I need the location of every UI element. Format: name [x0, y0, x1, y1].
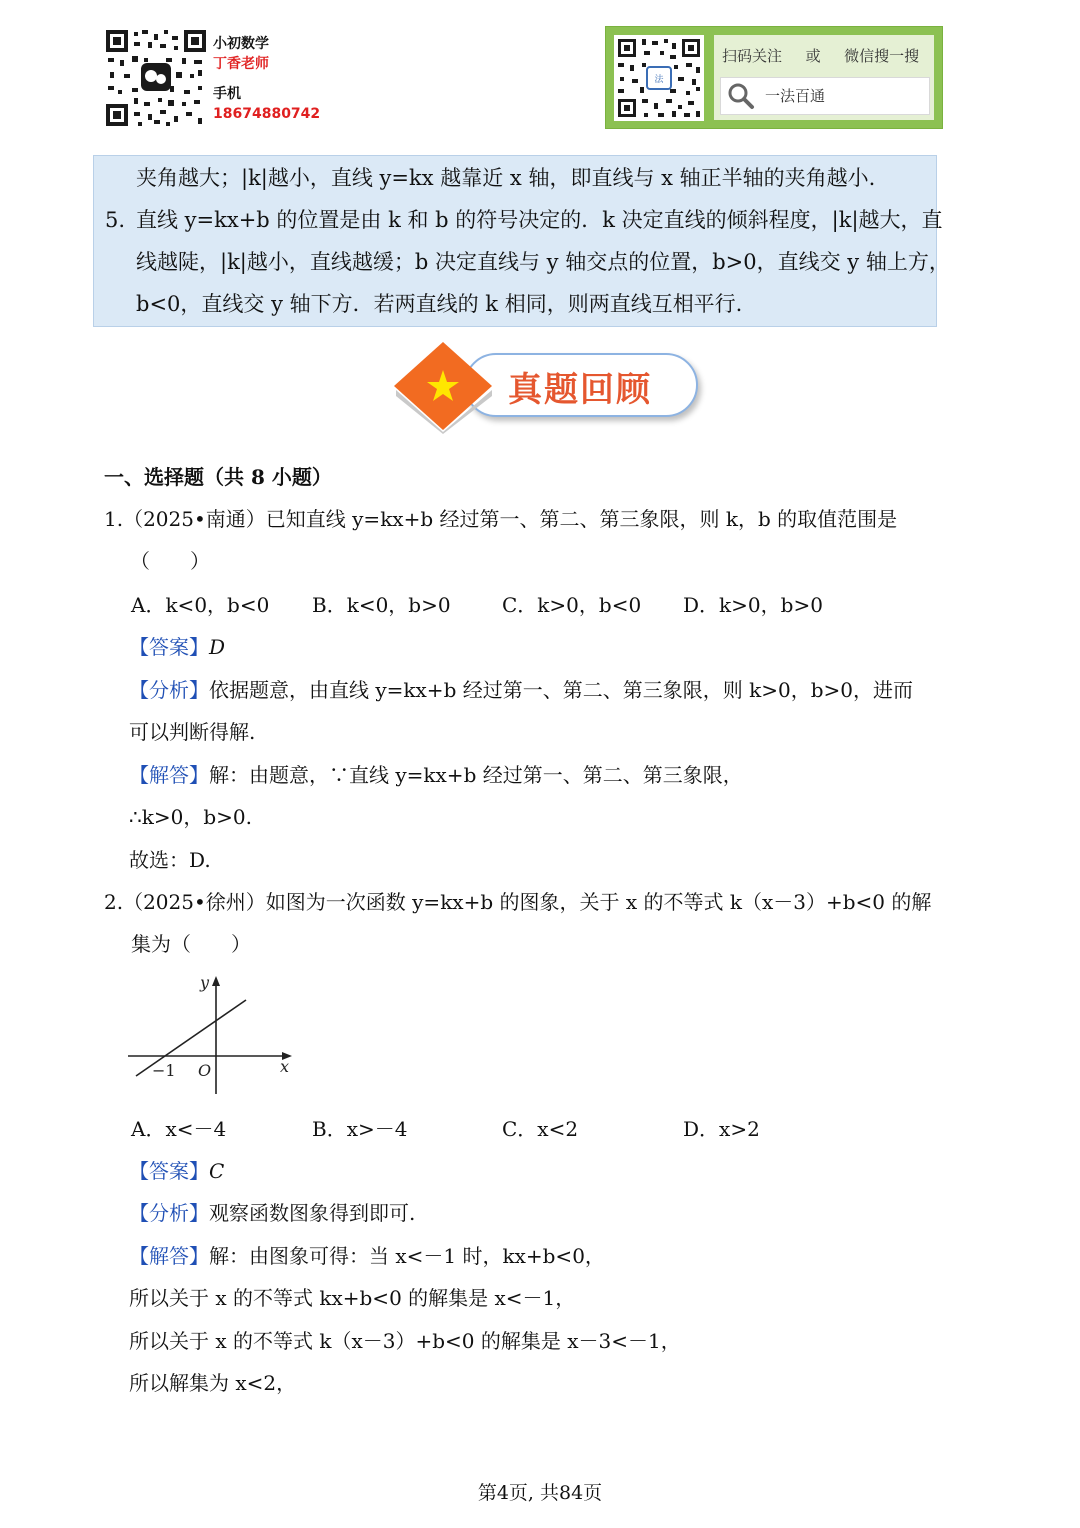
x-axis-label: x — [280, 1057, 290, 1076]
q1-option-a: A．k<0，b<0 — [131, 593, 270, 617]
q1-answer: D — [209, 635, 226, 659]
q1-solution-line1: 解：由题意，∵直线 y=kx+b 经过第一、第二、第三象限， — [209, 763, 743, 787]
q1-analysis-line1: 依据题意，由直线 y=kx+b 经过第一、第二、第三象限，则 k>0，b>0，进而 — [209, 678, 913, 702]
q1-analysis-line2: 可以判断得解. — [129, 720, 256, 744]
q1-solution-tag: 【解答】 — [129, 763, 209, 787]
wechat-hint-row — [722, 45, 919, 66]
q1-stem-line2: （ ） — [130, 549, 210, 573]
knowledge-line-3: 线越陡，|k|越小，直线越缓；b 决定直线与 y 轴交点的位置，b>0，直线交 y 轴上方， — [136, 250, 950, 274]
knowledge-line-1: 夹角越大；|k|越小，直线 y=kx 越靠近 x 轴，即直线与 x 轴正半轴的夹角越小. — [136, 166, 876, 190]
q1-answer-row — [129, 626, 225, 668]
q1-analysis-row — [129, 669, 913, 711]
q2-stem-line1: 2.（2025•徐州）如图为一次函数 y=kx+b 的图象，关于 x 的不等式 k（x－3）+b<0 的解 — [104, 890, 932, 914]
qr-code-right — [614, 35, 704, 121]
origin-label: O — [198, 1061, 212, 1080]
y-axis-arrow — [212, 976, 220, 986]
or-text: 或 — [805, 47, 821, 65]
knowledge-line-2: 直线 y=kx+b 的位置是由 k 和 b 的符号决定的．k 决定直线的倾斜程度，|k|越大，直 — [136, 208, 943, 232]
q2-answer-tag: 【答案】 — [129, 1159, 209, 1183]
knowledge-line-4: b<0，直线交 y 轴下方．若两直线的 k 相同，则两直线互相平行. — [136, 292, 743, 316]
q2-solution-line4: 所以解集为 x<2， — [129, 1371, 297, 1395]
y-axis-label: y — [200, 973, 210, 992]
q1-option-c: C．k>0，b<0 — [502, 593, 642, 617]
q1-solution-line2: ∴k>0，b>0. — [129, 805, 252, 829]
q2-solution-line1: 解：由图象可得：当 x<－1 时，kx+b<0， — [209, 1244, 605, 1268]
contact-line-teacher: 丁香老师 — [213, 56, 269, 72]
q1-option-d: D．k>0，b>0 — [683, 593, 823, 617]
q2-option-c: C．x<2 — [502, 1117, 579, 1141]
q1-stem-line1: 1.（2025•南通）已知直线 y=kx+b 经过第一、第二、第三象限，则 k，b 的取值范围是 — [104, 507, 898, 531]
tick-label-minus-one: −1 — [152, 1061, 176, 1080]
q2-solution-tag: 【解答】 — [129, 1244, 209, 1268]
q2-option-a: A．x<－4 — [131, 1117, 227, 1141]
page-number: 第4页, 共84页 — [477, 1482, 603, 1504]
q2-answer-row — [129, 1150, 224, 1192]
qr-code-left — [104, 28, 208, 128]
q1-solution-line3: 故选：D. — [129, 848, 211, 872]
q2-stem-line2: 集为（ ） — [131, 932, 251, 956]
wechat-follow-box — [605, 26, 943, 129]
q2-answer: C — [209, 1159, 225, 1183]
wechat-search-panel — [714, 35, 934, 120]
q2-option-b: B．x>－4 — [312, 1117, 408, 1141]
scan-follow-text: 扫码关注 — [722, 47, 783, 65]
knowledge-item-5-number: 5. — [105, 208, 126, 232]
search-value: 一法百通 — [765, 87, 826, 105]
search-icon — [727, 82, 755, 114]
q1-answer-tag: 【答案】 — [129, 635, 209, 659]
q1-solution-row — [129, 754, 743, 796]
q2-option-d: D．x>2 — [683, 1117, 760, 1141]
q1-option-b: B．k<0，b>0 — [312, 593, 451, 617]
contact-line-phone: 18674880742 — [213, 106, 321, 122]
q1-analysis-tag: 【分析】 — [129, 678, 209, 702]
contact-line-phone-label: 手机 — [213, 86, 241, 102]
q2-solution-row — [129, 1235, 605, 1277]
q2-solution-line3: 所以关于 x 的不等式 k（x－3）+b<0 的解集是 x－3<－1， — [129, 1329, 681, 1353]
svg-text:法: 法 — [654, 75, 664, 85]
q2-solution-line2: 所以关于 x 的不等式 kx+b<0 的解集是 x<－1， — [129, 1286, 576, 1310]
wechat-search-box[interactable] — [720, 77, 930, 115]
contact-info — [213, 34, 323, 124]
q2-graph-svg — [124, 968, 300, 1100]
section-title: 一、选择题（共 8 小题） — [104, 465, 332, 489]
section-banner — [388, 338, 700, 434]
q2-graph — [124, 968, 300, 1100]
banner-title: 真题回顾 — [508, 370, 652, 410]
contact-line-subject: 小初数学 — [213, 36, 269, 52]
wechat-search-text: 微信搜一搜 — [844, 47, 920, 65]
q2-analysis-tag: 【分析】 — [129, 1201, 209, 1225]
q2-analysis-line1: 观察函数图象得到即可. — [209, 1201, 416, 1225]
diamond-star-icon — [388, 338, 500, 434]
q2-analysis-row — [129, 1192, 415, 1234]
knowledge-summary-box — [93, 155, 950, 327]
